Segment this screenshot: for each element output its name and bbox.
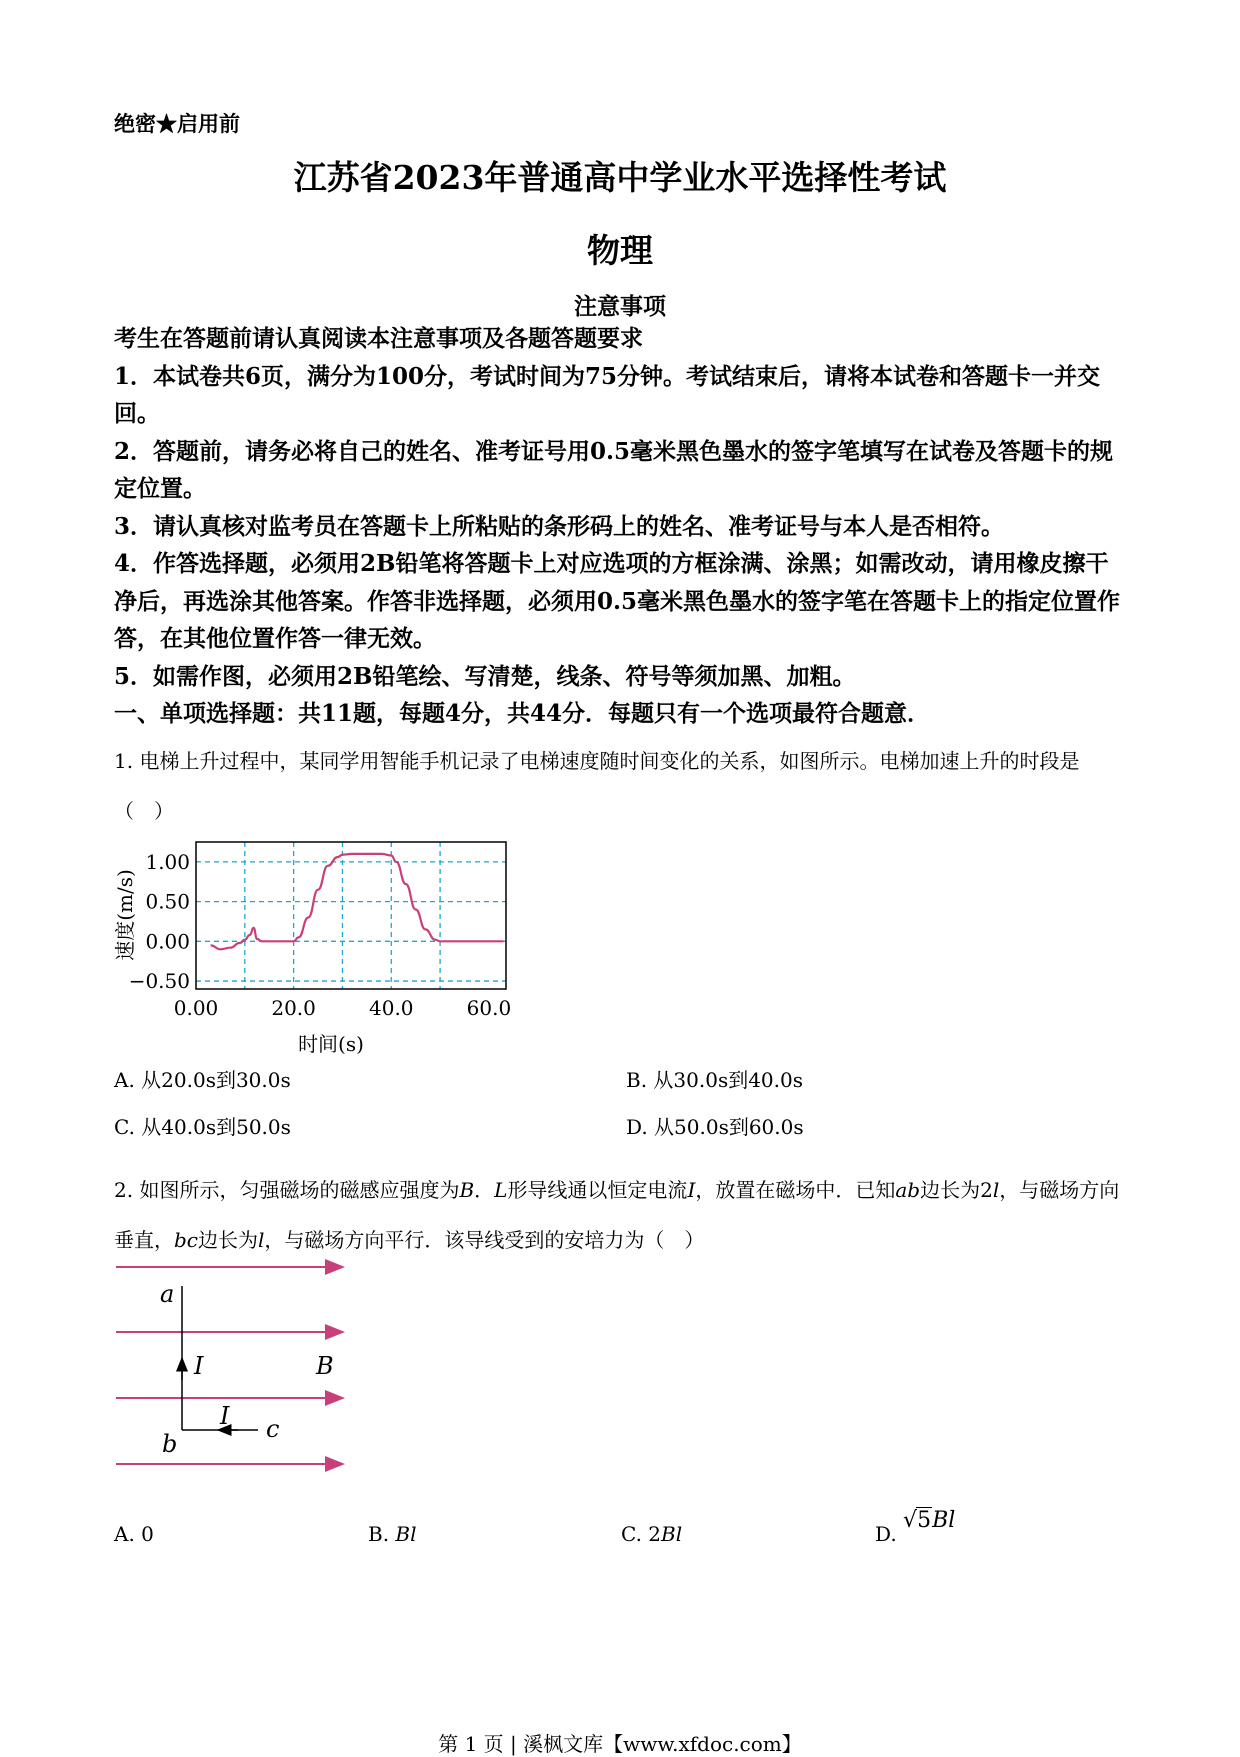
q2-text-part: 形导线通以恒定电流 (507, 1178, 688, 1202)
notice-heading: 注意事项 (574, 293, 666, 320)
x-tick-label: 60.0 (466, 996, 512, 1020)
q2-symbol-i: I (687, 1178, 696, 1202)
q2-symbol-bc: bc (174, 1228, 199, 1252)
q1-option-c: C. 从40.0s到50.0s (114, 1115, 291, 1139)
q2-symbol-l: l (258, 1228, 265, 1252)
q2-option-d-prefix: D. (875, 1522, 904, 1546)
section-heading: 一、单项选择题：共11题，每题4分，共44分．每题只有一个选项最符合题意． (114, 700, 931, 727)
notice-item-4: 4．作答选择题，必须用2B铅笔将答题卡上对应选项的方框涂满、涂黑；如需改动，请用橡皮擦干净后，再选涂其他答案。作答非选择题，必须用0.5毫米黑色墨水的签字笔在答题卡上的指定位置作答，在其他位置作答一律无效。 (114, 550, 1121, 652)
q2-text-part: 边长为2 (920, 1178, 993, 1202)
notice-block (114, 320, 1124, 733)
q2-symbol-ab: ab (895, 1178, 921, 1202)
q2-symbol-b: B (459, 1178, 475, 1202)
q1-option-a: A. 从20.0s到30.0s (114, 1068, 291, 1092)
question-1-text: 1. 电梯上升过程中，某同学用智能手机记录了电梯速度随时间变化的关系，如图所示。电梯加速上升的时段是（ ） (114, 749, 1080, 823)
exam-title: 江苏省2023年普通高中学业水平选择性考试 (293, 158, 947, 197)
velocity-time-chart (108, 828, 518, 1058)
chart-x-ticks (174, 996, 511, 1020)
q2-option-d-value: Bl (932, 1508, 956, 1533)
q2-option-a (114, 1522, 154, 1546)
label-a: a (160, 1280, 175, 1308)
label-current-bc: I (220, 1402, 230, 1430)
q2-text-part: ． (474, 1178, 495, 1202)
chart-frame (196, 842, 506, 989)
q2-text-part: 边长为 (198, 1228, 259, 1252)
x-tick-label: 20.0 (271, 996, 316, 1020)
q2-option-d-formula (903, 1508, 955, 1533)
q2-option-b-value: Bl (395, 1522, 417, 1546)
label-c: c (266, 1415, 280, 1443)
q2-text-part: 2. 如图所示，匀强磁场的磁感应强度为 (114, 1178, 460, 1202)
y-tick-label: 1.00 (145, 849, 190, 874)
q2-text-part: ，与磁场方向垂直， (114, 1178, 1120, 1252)
x-tick-label: 0.00 (173, 996, 219, 1020)
q2-text-part: ，与磁场方向平行．该导线受到的安培力为（ ） (264, 1228, 705, 1252)
q2-option-a-value: 0 (141, 1522, 154, 1546)
q2-option-b (368, 1522, 417, 1546)
chart-y-label: 速度(m/s) (113, 869, 137, 961)
notice-item-5: 5．如需作图，必须用2B铅笔绘、写清楚，线条、符号等须加黑、加粗。 (114, 662, 856, 690)
q2-option-a-prefix: A. (114, 1522, 142, 1546)
y-tick-label: 0.00 (145, 929, 190, 954)
sqrt-icon: √ (903, 1508, 918, 1533)
q2-option-c (621, 1522, 682, 1546)
notice-item-1: 1．本试卷共6页，满分为100分，考试时间为75分钟。考试结束后，请将本试卷和答题卡一并交回。 (114, 362, 1101, 427)
q2-option-c-prefix: C. 2 (621, 1522, 662, 1546)
secret-label: 绝密★启用前 (114, 111, 240, 136)
question-2-text (114, 1165, 1124, 1265)
label-current-ab: I (194, 1352, 204, 1380)
q2-option-c-value: Bl (661, 1522, 683, 1546)
q1-option-b: B. 从30.0s到40.0s (626, 1068, 804, 1092)
q2-text-part: ，放置在磁场中．已知 (695, 1178, 896, 1202)
q2-option-d-radicand: 5 (917, 1508, 932, 1533)
label-field-b: B (316, 1352, 334, 1380)
q2-symbol-l: l (992, 1178, 1000, 1202)
chart-grid (196, 842, 506, 989)
q1-option-d: D. 从50.0s到60.0s (626, 1115, 804, 1139)
magnetic-field-diagram (108, 1252, 358, 1482)
y-tick-label: −0.50 (128, 969, 190, 994)
q2-option-d (875, 1508, 956, 1547)
notice-intro: 考生在答题前请认真阅读本注意事项及各题答题要求 (114, 325, 643, 352)
chart-x-label: 时间(s) (298, 1032, 364, 1056)
q2-option-b-prefix: B. (368, 1522, 396, 1546)
notice-item-3: 3．请认真核对监考员在答题卡上所粘贴的条形码上的姓名、准考证号与本人是否相符。 (114, 512, 1005, 540)
q2-symbol-l-shape: L (494, 1178, 508, 1202)
chart-y-ticks (129, 850, 190, 993)
label-b: b (162, 1430, 178, 1458)
x-tick-label: 40.0 (369, 996, 414, 1020)
y-tick-label: 0.50 (145, 889, 190, 914)
notice-item-2: 2．答题前，请务必将自己的姓名、准考证号用0.5毫米黑色墨水的签字笔填写在试卷及答题卡的规定位置。 (114, 437, 1114, 502)
exam-subject: 物理 (587, 231, 653, 270)
page-footer: 第 1 页 | 溪枫文库【www.xfdoc.com】 (438, 1732, 802, 1756)
